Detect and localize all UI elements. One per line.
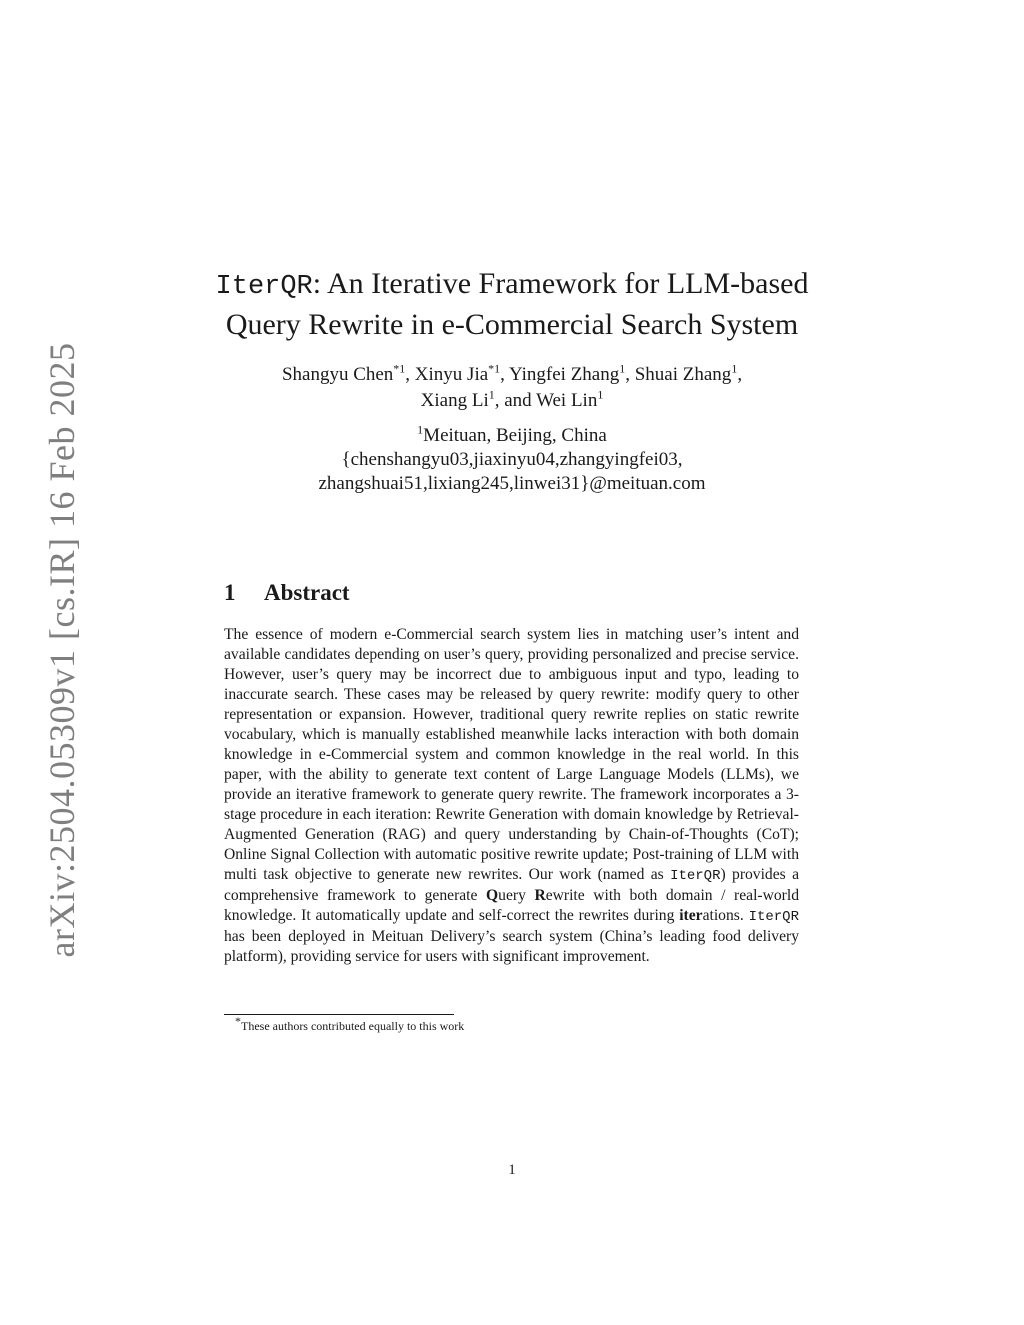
author-name: Xiang Li: [420, 390, 489, 411]
abstract-text: ations.: [702, 907, 749, 924]
author-name: Yingfei Zhang: [508, 364, 620, 385]
footnote: [235, 1014, 465, 1034]
author-mark: 1: [731, 361, 738, 376]
framework-name: IterQR: [748, 909, 799, 925]
abstract-text: ewrite with both domain / real-world knowledge. It automatically update and self-correct the rewrites during: [224, 887, 800, 924]
author-mark: 1: [488, 387, 495, 402]
section-number: 1: [224, 580, 236, 605]
author-mark: 1: [597, 387, 604, 402]
email-line: zhangshuai51,lixiang245,linwei31}@meituan.com: [318, 473, 706, 494]
author-name: Shangyu Chen: [281, 364, 394, 385]
author-mark: *1: [488, 361, 501, 376]
title-line2: Query Rewrite in e-Commercial Search System: [225, 308, 799, 341]
footnote-rule: [224, 1014, 454, 1015]
author-mark: *1: [393, 361, 406, 376]
footnote-text: These authors contributed equally to this work: [241, 1019, 465, 1033]
emphasis-letter: R: [534, 887, 546, 904]
abstract-body: [224, 625, 799, 967]
emphasis-letters: iter: [679, 907, 703, 924]
affiliation-mark: 1: [417, 422, 424, 437]
author-name: Wei Lin: [536, 390, 598, 411]
section-title: Abstract: [264, 580, 350, 605]
paper-title: [120, 265, 904, 344]
author-name: Shuai Zhang: [634, 364, 732, 385]
title-line1-rest: : An Iterative Framework for LLM-based: [312, 267, 809, 300]
abstract-text: ) provides a comprehensive framework to generate: [224, 866, 799, 904]
author-mark: 1: [619, 361, 626, 376]
arxiv-stamp: arXiv:2504.05309v1 [cs.IR] 16 Feb 2025: [42, 342, 82, 958]
abstract-text: has been deployed in Meituan Delivery’s search system (China’s leading food delivery platform), providing service for users with significant improvement.: [224, 928, 799, 965]
emphasis-letter: Q: [486, 887, 499, 904]
abstract-paragraph: [224, 625, 799, 967]
author-list: Shangyu Chen$^{*1}$, Xinyu Jia$^{*1}$, Yingfei Zhang$^1$, Shuai Zhang$^1$, Xiang Li$^1$, and Wei Lin$^1$: [281, 361, 743, 411]
framework-name: IterQR: [670, 868, 721, 884]
abstract-text: The essence of modern e-Commercial search system lies in matching user’s intent and available candidates depending on user’s query, providing personalized and precise service. However, user’s query may be incorrect due to ambiguous input and typo, leading to inaccurate search. These cases may be released by query rewrite: modify query to other representation or expansion. However, traditional query rewrite replies on static rewrite vocabulary, which is manually established meanwhile lacks interaction with both domain knowledge in e-Commercial system and common knowledge in the real world. In this paper, with the ability to generate text content of Large Language Models (LLMs), we provide an iterative framework to generate query rewrite. The framework incorporates a 3-stage procedure in each iteration: Rewrite Generation with domain knowledge by Retrieval-Augmented Generation (RAG) and query understanding by Chain-of-Thoughts (CoT); Online Signal Collection with automatic positive rewrite update; Post-training of LLM with multi task objective to generate new rewrites. Our work (named as: [224, 626, 799, 883]
title-framework-name: IterQR: [215, 272, 313, 302]
affiliation-block: [120, 424, 904, 496]
author-name: Xinyu Jia: [414, 364, 489, 385]
abstract-text: uery: [498, 887, 535, 904]
page-number: 1: [508, 1162, 516, 1178]
email-line: {chenshangyu03,jiaxinyu04,zhangyingfei03,: [341, 449, 683, 470]
affiliation-place: Meituan, Beijing, China: [423, 425, 607, 446]
footnote-mark: *: [235, 1014, 241, 1028]
section-heading: [224, 580, 350, 606]
